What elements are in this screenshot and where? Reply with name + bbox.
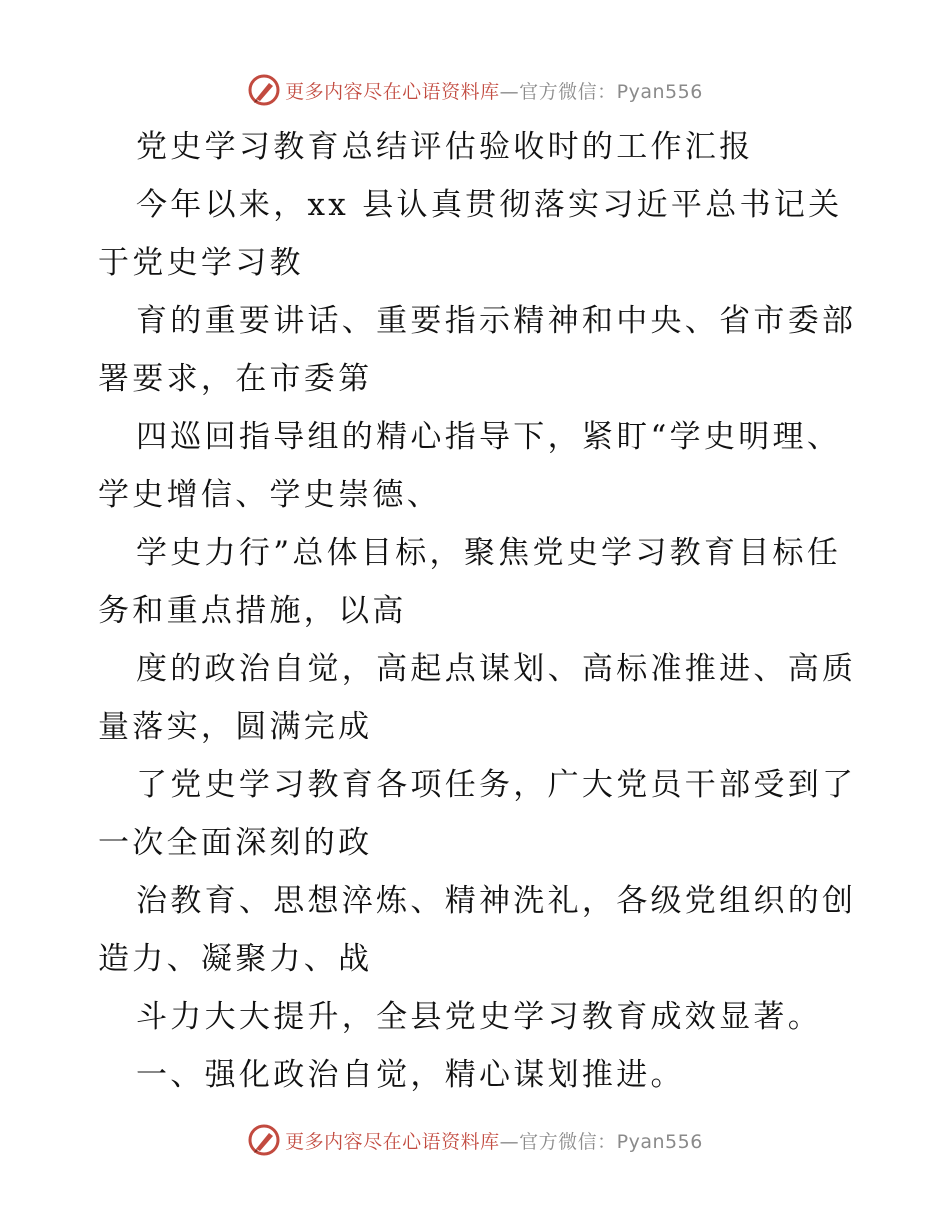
paragraph-line: 了党史学习教育各项任务，广大党员干部受到了 [136, 767, 857, 803]
paragraph-line: 一次全面深刻的政 [98, 825, 373, 861]
header-banner-site: 更多内容尽在心语资料库 [285, 80, 500, 103]
paragraph-line: 度的政治自觉，高起点谋划、高标准推进、高质 [136, 651, 857, 687]
header-banner-wechat: 官方微信：Pyan556 [519, 80, 703, 103]
paragraph-line: 育的重要讲话、重要指示精神和中央、省市委部 [136, 303, 857, 339]
document-title: 党史学习教育总结评估验收时的工作汇报 [136, 129, 754, 165]
header-banner-dash: — [499, 80, 520, 103]
paragraph-line: 造力、凝聚力、战 [98, 941, 373, 977]
header-banner [0, 70, 950, 110]
header-banner-text [285, 77, 703, 104]
footer-banner-dash: — [499, 1130, 520, 1153]
paragraph-line: 今年以来，xx 县认真贯彻落实习近平总书记关 [136, 187, 843, 223]
footer-banner-text [285, 1127, 703, 1154]
paragraph-line: 署要求，在市委第 [98, 361, 373, 397]
footer-banner [0, 1120, 950, 1160]
paragraph-line: 学史增信、学史崇德、 [98, 477, 441, 513]
paragraph-line: 斗力大大提升，全县党史学习教育成效显著。 [136, 999, 822, 1035]
pen-logo-icon [247, 73, 281, 107]
document-body [98, 118, 858, 1104]
paragraph-line: 量落实，圆满完成 [98, 709, 373, 745]
section-heading: 一、强化政治自觉，精心谋划推进。 [136, 1057, 685, 1093]
paragraph-line: 务和重点措施，以高 [98, 593, 407, 629]
paragraph-line: 于党史学习教 [98, 245, 304, 281]
paragraph-line: 学史力行”总体目标，聚焦党史学习教育目标任 [136, 535, 842, 571]
footer-banner-wechat: 官方微信：Pyan556 [519, 1130, 703, 1153]
paragraph-line: 治教育、思想淬炼、精神洗礼，各级党组织的创 [136, 883, 857, 919]
paragraph-line: 四巡回指导组的精心指导下，紧盯“学史明理、 [136, 419, 842, 455]
pen-logo-icon [247, 1123, 281, 1157]
footer-banner-site: 更多内容尽在心语资料库 [285, 1130, 500, 1153]
